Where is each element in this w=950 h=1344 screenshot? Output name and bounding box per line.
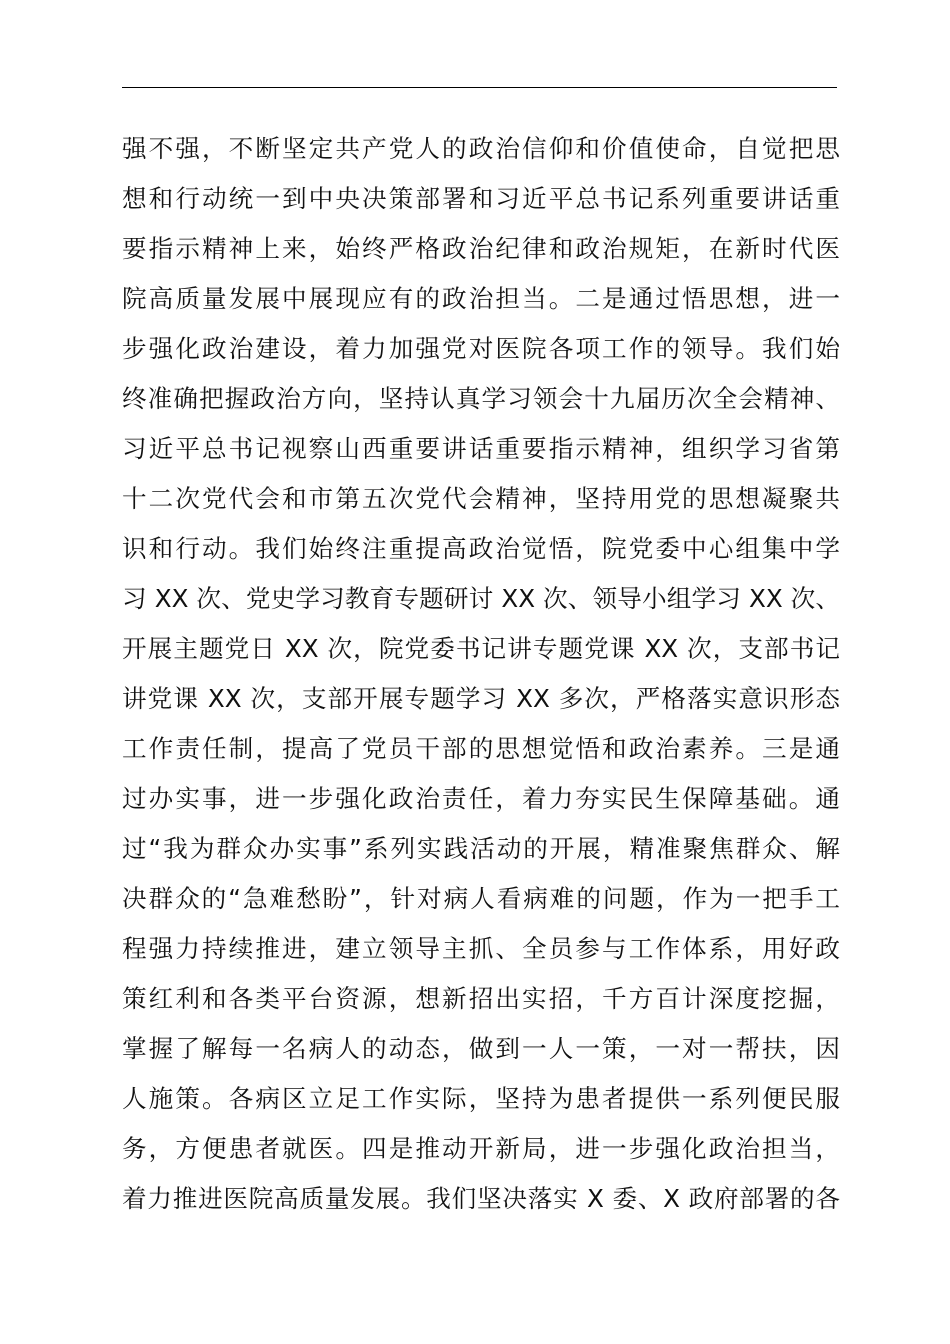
body-text (122, 124, 840, 1224)
text-line: 习 XX 次、党史学习教育专题研讨 XX 次、领导小组学习 XX 次、 (122, 584, 840, 613)
text-line: 工作责任制，提高了党员干部的思想觉悟和政治素养。三是通 (122, 734, 840, 763)
text-line: 程强力持续推进，建立领导主抓、全员参与工作体系，用好政 (122, 934, 840, 963)
text-line: 务，方便患者就医。四是推动开新局，进一步强化政治担当， (122, 1134, 840, 1163)
text-line: 过办实事，进一步强化政治责任，着力夯实民生保障基础。通 (122, 784, 840, 813)
text-line: 开展主题党日 XX 次，院党委书记讲专题党课 XX 次，支部书记 (122, 634, 840, 663)
text-line: 过“我为群众办实事”系列实践活动的开展，精准聚焦群众、解 (122, 834, 840, 863)
text-line: 策红利和各类平台资源，想新招出实招，千方百计深度挖掘， (122, 984, 840, 1013)
text-line: 识和行动。我们始终注重提高政治觉悟，院党委中心组集中学 (122, 534, 840, 563)
text-line: 习近平总书记视察山西重要讲话重要指示精神，组织学习省第 (122, 434, 840, 463)
text-line: 终准确把握政治方向，坚持认真学习领会十九届历次全会精神、 (122, 384, 840, 413)
text-line: 要指示精神上来，始终严格政治纪律和政治规矩，在新时代医 (122, 234, 840, 263)
text-line: 步强化政治建设，着力加强党对医院各项工作的领导。我们始 (122, 334, 840, 363)
text-line: 院高质量发展中展现应有的政治担当。二是通过悟思想，进一 (122, 284, 840, 313)
text-line: 人施策。各病区立足工作实际，坚持为患者提供一系列便民服 (122, 1084, 840, 1113)
header-rule (122, 87, 837, 88)
text-line: 决群众的“急难愁盼”，针对病人看病难的问题，作为一把手工 (122, 884, 840, 913)
text-line: 讲党课 XX 次，支部开展专题学习 XX 多次，严格落实意识形态 (122, 684, 840, 713)
text-line: 想和行动统一到中央决策部署和习近平总书记系列重要讲话重 (122, 184, 840, 213)
text-line: 强不强，不断坚定共产党人的政治信仰和价值使命，自觉把思 (122, 134, 840, 163)
text-line: 掌握了解每一名病人的动态，做到一人一策，一对一帮扶，因 (122, 1034, 840, 1063)
text-line: 着力推进医院高质量发展。我们坚决落实 X 委、X 政府部署的各 (122, 1184, 840, 1213)
text-line: 十二次党代会和市第五次党代会精神，坚持用党的思想凝聚共 (122, 484, 840, 513)
